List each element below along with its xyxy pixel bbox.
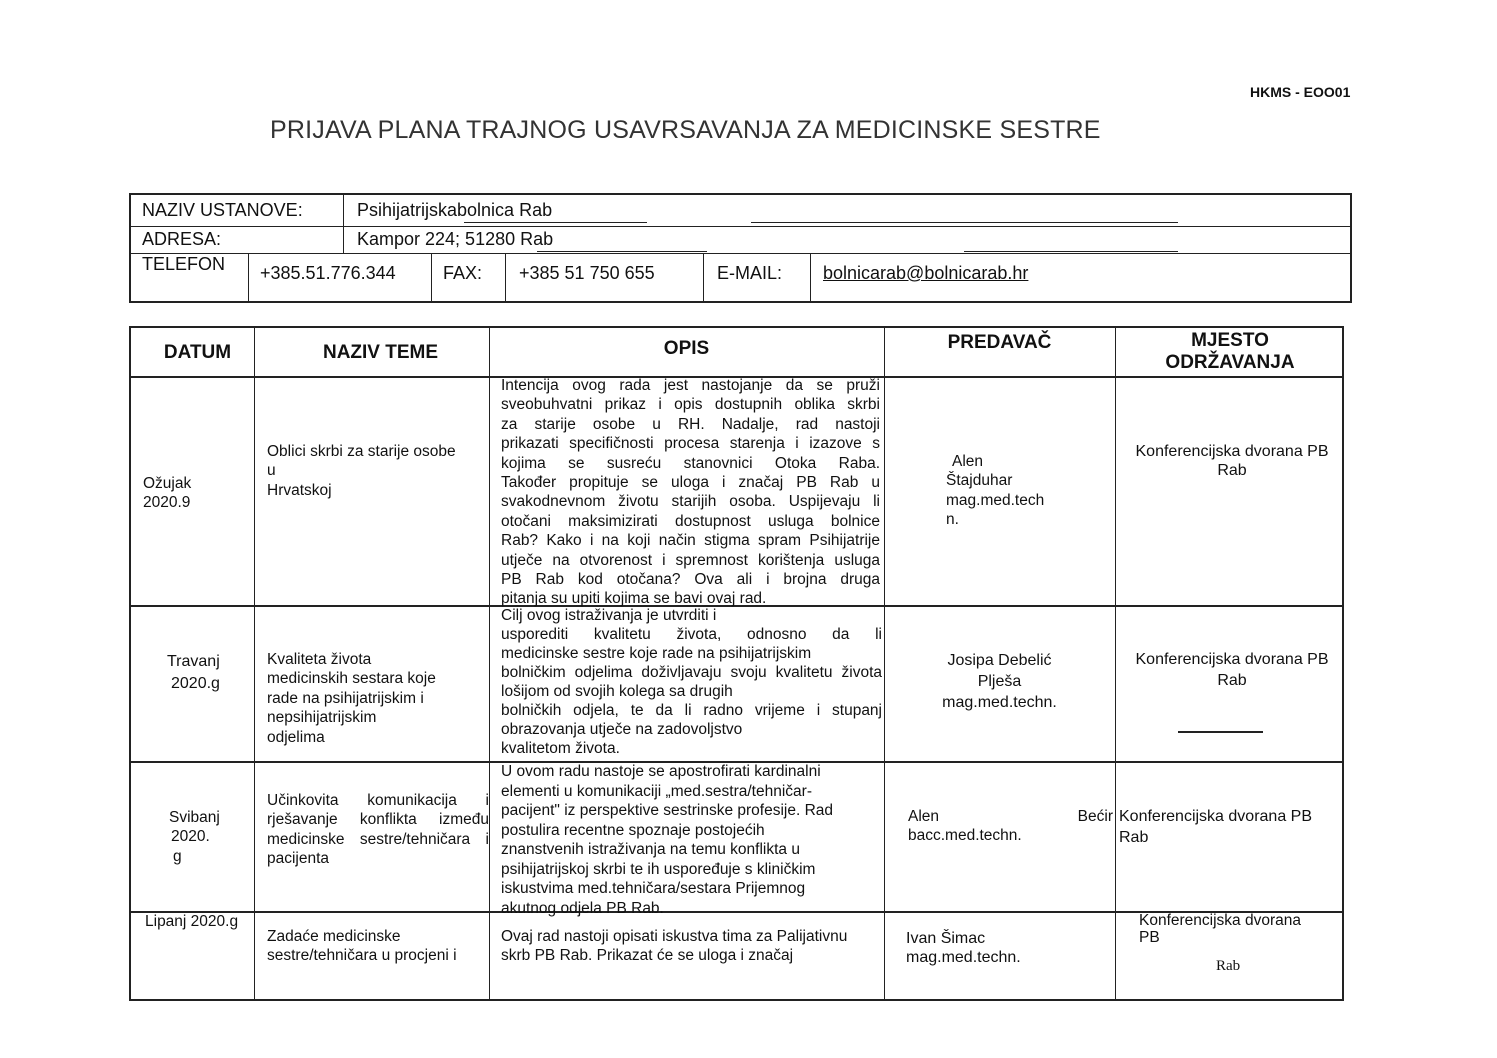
row1-opis: [501, 376, 880, 609]
predavac-line: Alen: [952, 453, 984, 470]
fax-value: +385 51 750 655: [519, 263, 655, 283]
mjesto-line: Rab: [1119, 829, 1149, 846]
underline: [537, 251, 707, 252]
predavac-line: mag.med.tech: [946, 491, 1045, 509]
tema-line: medicinskih sestara koje: [267, 670, 436, 688]
opis-line: obrazovanja utječe na zadovoljstvo: [501, 721, 743, 738]
opis-line: bolničkih odjela, te da li radno vrijeme i stupanj: [501, 702, 882, 719]
predavac-line: Štajduhar: [946, 472, 1013, 490]
datum-line: 2020.g: [171, 675, 220, 692]
naziv-label-cell: [131, 195, 344, 226]
tema-line: rade na psihijatrijskim i: [267, 689, 424, 707]
datum-line: 2020.9: [143, 494, 191, 512]
tema-line: rješavanje konflikta između: [267, 811, 489, 829]
mjesto-line: Konferencijska dvorana PB: [1135, 443, 1329, 460]
mjesto-line: Konferencijska dvorana: [1139, 912, 1301, 929]
plan-table: [129, 326, 1344, 1001]
row4-predavac: [906, 929, 1021, 968]
page-title: PRIJAVA PLANA TRAJNOG USAVRSAVANJA ZA MEDICINSKE SESTRE: [270, 116, 1101, 144]
info-row-naziv: [131, 195, 1350, 227]
mjesto-line: Rab: [1217, 462, 1247, 480]
opis-line: utječe na otvorenost i spremnost korištenja usluga: [501, 551, 880, 569]
row2-tema: [267, 650, 436, 747]
row1-predavac: [946, 452, 1044, 530]
naziv-value: Psihijatrijskabolnica Rab: [357, 200, 553, 220]
row2-predavac: [884, 650, 1115, 713]
opis-line: bolničkim odjelima doživljavaju svoju kvalitetu života: [501, 664, 882, 681]
telefon-label: TELEFON: [142, 254, 226, 274]
opis-line: pitanja su upiti kojima se bavi ovaj rad.: [501, 590, 767, 608]
opis-line: Rab? Kako i na koji način stigma spram Psihijatrije: [501, 532, 880, 550]
tema-line: medicinske sestre/tehničara i: [267, 830, 489, 848]
opis-line: sveobuhvatni prikaz i opis dostupnih oblika skrbi: [501, 396, 880, 414]
predavac-last-name: Bećir: [1077, 808, 1113, 825]
opis-line: Ovaj rad nastoji opisati iskustva tima za Palijativnu: [501, 928, 848, 945]
datum-line: g: [173, 847, 182, 865]
opis-line: psihijatrijskoj skrbi te ih uspoređuje s kliničkim: [501, 860, 816, 878]
document-code: HKMS - EOO01: [1250, 84, 1351, 100]
underline: [464, 222, 647, 223]
column-divider: [254, 328, 255, 999]
fax-label-cell: [432, 253, 506, 303]
opis-line: medicinske sestre koje rade na psihijatrijskim: [501, 645, 812, 662]
opis-line: prikazati specifičnosti procesa starenja i izazove s: [501, 435, 880, 453]
row4-tema: [267, 927, 457, 966]
row2-datum: [167, 651, 220, 695]
adresa-label-cell: [131, 226, 344, 253]
header-predavac: PREDAVAČ: [947, 332, 1052, 353]
telefon-value-cell: [249, 253, 432, 303]
email-label: E-MAIL:: [717, 263, 783, 283]
row4-datum: [145, 912, 238, 931]
row3-mjesto: [1119, 806, 1312, 848]
predavac-line: n.: [946, 511, 959, 529]
adresa-value: Kampor 224; 51280 Rab: [357, 229, 554, 249]
tema-line: u: [267, 462, 276, 480]
header-mjesto-line2: ODRŽAVANJA: [1165, 352, 1295, 373]
predavac-line: Ivan Šimac: [906, 930, 986, 947]
adresa-label: ADRESA:: [142, 229, 222, 249]
opis-line: kojima se susreću stanovnici Otoka Raba.: [501, 454, 880, 472]
row3-opis: [501, 762, 882, 918]
opis-line: PB Rab kod otočana? Ova ali i brojna druga: [501, 571, 880, 589]
column-divider: [489, 328, 490, 999]
tema-line: Zadaće medicinske: [267, 928, 401, 945]
opis-line: postulira recentne spoznaje postojećih: [501, 821, 765, 839]
row1-mjesto: [1119, 442, 1345, 481]
datum-line: 2020.: [171, 828, 210, 846]
tema-line: Oblici skrbi za starije osobe: [267, 443, 456, 460]
datum-line: Travanj: [167, 653, 220, 670]
opis-line: U ovom radu nastoje se apostrofirati kardinalni: [501, 763, 821, 780]
row1-tema: [267, 442, 456, 500]
tema-line: nepsihijatrijskim: [267, 709, 377, 727]
header-opis: OPIS: [663, 338, 710, 359]
tema-line: pacijenta: [267, 850, 330, 868]
opis-line: elementi u komunikaciji „med.sestra/tehničar-: [501, 782, 812, 800]
predavac-line: Plješa: [977, 673, 1022, 690]
fax-value-cell: [506, 253, 704, 303]
datum-line: Ožujak: [143, 475, 192, 492]
mjesto-line: PB: [1139, 929, 1160, 946]
opis-line: Intencija ovog rada jest nastojanje da se pruži: [501, 377, 880, 394]
header-naziv-teme: NAZIV TEME: [322, 342, 439, 363]
predavac-line: Josipa Debelić: [947, 652, 1052, 669]
row2-opis: [501, 606, 882, 758]
predavac-line: mag.med.techn.: [942, 694, 1057, 711]
column-divider: [1115, 328, 1116, 999]
naziv-label: NAZIV USTANOVE:: [142, 200, 303, 220]
predavac-first-name: Alen: [908, 808, 940, 825]
opis-line: usporediti kvalitetu života, odnosno da li: [501, 626, 882, 643]
opis-line: lošijom od svojih kolega sa drugih: [501, 683, 733, 700]
opis-line: kvalitetom života.: [501, 740, 620, 757]
underline: [964, 251, 1178, 252]
telefon-label-cell: [131, 253, 249, 303]
mjesto-line: Konferencijska dvorana PB: [1119, 808, 1312, 825]
fax-label: FAX:: [443, 263, 483, 283]
datum-line: Lipanj 2020.g: [145, 913, 239, 930]
opis-line: za starije osobe u RH. Nadalje, rad nastoji: [501, 415, 880, 433]
row2-mjesto: [1119, 649, 1345, 691]
tema-line: Kvaliteta života: [267, 651, 372, 668]
row1-datum: [143, 474, 191, 513]
tema-line: odjelima: [267, 728, 325, 746]
mjesto-line: Rab: [1217, 672, 1247, 689]
email-label-cell: [704, 253, 811, 303]
info-row-kontakt: [131, 253, 1350, 303]
predavac-line: bacc.med.techn.: [908, 827, 1022, 845]
opis-line: znanstvenih istraživanja na temu konflikta u: [501, 841, 800, 858]
tema-line: Hrvatskoj: [267, 481, 332, 499]
underline: [1178, 731, 1263, 733]
row4-mjesto: [1139, 912, 1301, 975]
opis-line: Cilj ovog istraživanja je utvrditi i: [501, 607, 717, 624]
opis-line: otočani maksimizirati dostupnost usluga bolnice: [501, 512, 880, 530]
mjesto-line: Konferencijska dvorana PB: [1135, 651, 1329, 668]
telefon-value: +385.51.776.344: [260, 263, 396, 283]
opis-line: Također propituje se uloga i značaj PB Rab u: [501, 474, 880, 492]
opis-line: iskustvima med.tehničara/sestara Prijemnog: [501, 880, 806, 897]
header-mjesto-line1: MJESTO: [1191, 330, 1269, 351]
row4-opis: [501, 927, 847, 966]
opis-line: skrb PB Rab. Prikazat će se uloga i značaj: [501, 947, 794, 965]
tema-line: sestre/tehničara u procjeni i: [267, 947, 457, 965]
opis-line: akutnog odjela PB Rab.: [501, 899, 664, 917]
row3-tema: [267, 791, 489, 869]
header-mjesto: [1115, 330, 1345, 374]
predavac-line: mag.med.techn.: [906, 949, 1021, 967]
header-datum: DATUM: [163, 342, 232, 363]
opis-line: pacijent" iz perspektive sestrinske profesije. Rad: [501, 802, 834, 819]
info-row-adresa: [131, 226, 1350, 254]
mjesto-line: Rab: [1216, 958, 1241, 974]
datum-line: Svibanj: [169, 809, 220, 826]
predavac-name-line: [908, 807, 1113, 826]
tema-line: Učinkovita komunikacija i: [267, 792, 489, 809]
row3-predavac: [908, 807, 1113, 846]
opis-line: svakodnevnom životu starijih osoba. Uspijevaju li: [501, 493, 880, 511]
row3-datum: [169, 808, 220, 866]
underline: [751, 222, 1178, 223]
institution-info-box: [129, 193, 1352, 303]
email-link[interactable]: bolnicarab@bolnicarab.hr: [823, 263, 1029, 283]
